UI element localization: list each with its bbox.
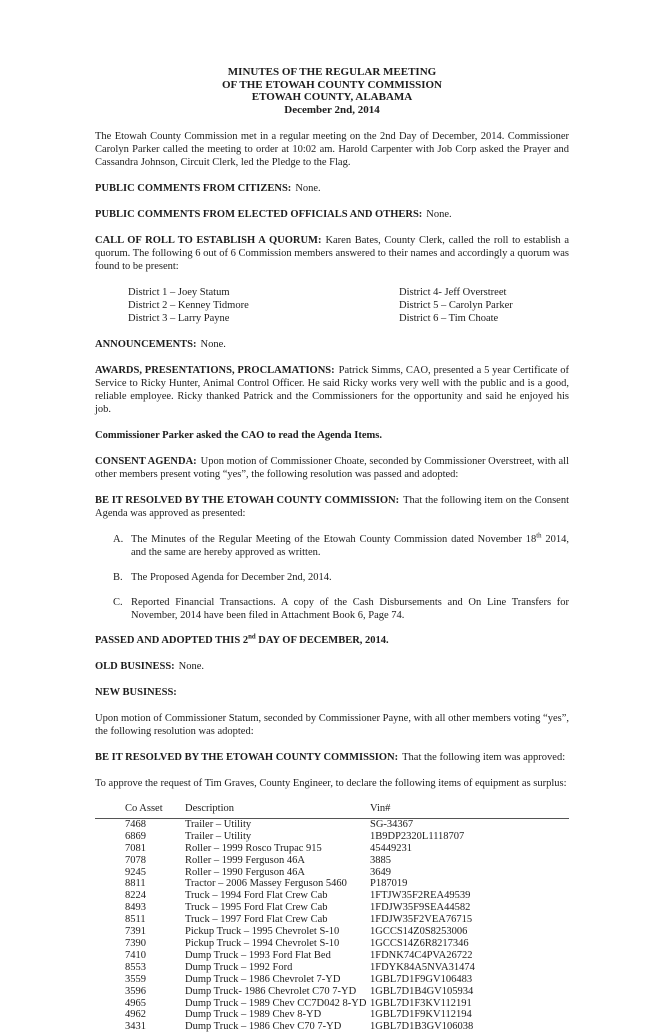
new-business <box>95 686 569 699</box>
vin-cell: 1GCCS14Z6R8217346 <box>370 937 469 949</box>
description-cell: Dump Truck – 1989 Chev 8-YD <box>185 1009 322 1021</box>
header-co-asset: Co Asset <box>95 803 185 818</box>
table-row <box>95 974 569 986</box>
vin-cell: P187019 <box>370 878 408 890</box>
vin-cell: 1FDJW35F2VEA76715 <box>370 914 473 926</box>
district-entry: District 6 – Tim Choate <box>399 313 499 324</box>
vin-cell: 1B9DP2320L1118707 <box>370 830 465 842</box>
district-entry: District 1 – Joey Statum <box>128 287 230 298</box>
vin-cell: 45449231 <box>370 842 412 854</box>
asset-cell: 7078 <box>125 854 146 866</box>
description-cell: Roller – 1999 Ferguson 46A <box>185 854 305 866</box>
table-row <box>95 867 569 879</box>
header-row <box>95 803 569 818</box>
description-cell: Roller – 1999 Rosco Trupac 915 <box>185 842 322 854</box>
section-label: PUBLIC COMMENTS FROM CITIZENS: <box>95 183 292 194</box>
intro-text: The Etowah County Commission met in a regular meeting on the 2nd Day of December, 2014. Commissioner Carolyn Parker called the meeting to order at 10:02 am. Harold Carpenter with Job Corp asked the Prayer and Cassandra Johnson, Circuit Clerk, led the Pledge to the Flag. <box>95 131 569 168</box>
motion-text: Upon motion of Commissioner Statum, seconded by Commissioner Payne, with all other members voting “yes”, the following resolution was adopted: <box>95 713 569 737</box>
section-text: None. <box>426 209 452 220</box>
description-cell: Dump Truck – 1986 Chevrolet 7-YD <box>185 973 341 985</box>
district-entry: District 5 – Carolyn Parker <box>399 300 513 311</box>
vin-cell: SG-34367 <box>370 818 414 830</box>
asset-cell: 7391 <box>125 926 146 938</box>
district-entry: District 3 – Larry Payne <box>128 313 230 324</box>
vin-cell: 1GBL7D1F9GV106483 <box>370 973 473 985</box>
consent-agenda <box>95 455 569 481</box>
header-description: Description <box>185 803 370 818</box>
item-text: The Proposed Agenda for December 2nd, 2014. <box>131 572 332 583</box>
surplus-equipment-table <box>95 803 569 1033</box>
announcements <box>95 338 569 351</box>
section-text: Patrick Simms, CAO, presented a 5 year Certificate of Service to Ricky Hunter, Animal Control Officer. He said Ricky works very well with the public and is a good, reliable employee. Ricky thanked Patrick and the Commissioners for the opportunity and said he enjoyed his job. <box>95 365 569 415</box>
asset-cell: 6869 <box>125 830 146 842</box>
table-row <box>95 890 569 902</box>
intro-paragraph <box>95 130 569 169</box>
vin-cell: 3885 <box>370 854 391 866</box>
section-label: BE IT RESOLVED BY THE ETOWAH COUNTY COMMISSION: <box>95 752 399 763</box>
vin-cell: 1GCCS14Z0S8253006 <box>370 926 468 938</box>
title-line-3: ETOWAH COUNTY, ALABAMA <box>251 91 413 103</box>
asset-cell: 3596 <box>125 985 146 997</box>
passed-adopted <box>95 634 569 647</box>
document-content <box>95 66 569 1033</box>
vin-cell: 3649 <box>370 866 391 878</box>
section-text: Karen Bates, County Clerk, called the roll to establish a quorum. The following 6 out of 6 Commission members answered to their names and accordingly a quorum was found to be present: <box>95 235 569 272</box>
asset-cell: 4962 <box>125 1009 146 1021</box>
resolved-consent <box>95 494 569 520</box>
resolved-new-business <box>95 751 569 764</box>
description-cell: Pickup Truck – 1995 Chevrolet S-10 <box>185 926 340 938</box>
asset-cell: 7468 <box>125 818 146 830</box>
document-title <box>95 66 569 116</box>
vin-cell: 1FTJW35F2REA49539 <box>370 890 471 902</box>
table-row <box>95 831 569 843</box>
item-letter: B. <box>113 572 123 583</box>
section-label: BE IT RESOLVED BY THE ETOWAH COUNTY COMMISSION: <box>95 495 400 506</box>
table-row <box>95 902 569 914</box>
public-comments-citizens <box>95 182 569 195</box>
public-comments-officials <box>95 208 569 221</box>
call-of-roll <box>95 234 569 273</box>
asset-cell: 7410 <box>125 949 146 961</box>
vin-cell: 1FDYK84A5NVA31474 <box>370 961 475 973</box>
table-row <box>95 818 569 830</box>
table-row <box>95 926 569 938</box>
description-cell: Truck – 1995 Ford Flat Crew Cab <box>185 902 328 914</box>
vin-cell: 1FDNK74C4PVA26722 <box>370 949 473 961</box>
district-column-right <box>399 286 569 325</box>
table-row <box>95 1021 569 1033</box>
vin-cell: 1GBL7D1B4GV105934 <box>370 985 474 997</box>
vin-cell: 1FDJW35F9SEA44582 <box>370 902 471 914</box>
table-row <box>95 843 569 855</box>
section-text: That the following item on the Consent Agenda was approved as presented: <box>95 495 569 519</box>
header-vin: Vin# <box>370 803 569 818</box>
asset-cell: 9245 <box>125 866 146 878</box>
description-cell: Pickup Truck – 1994 Chevrolet S-10 <box>185 937 340 949</box>
vin-cell: 1GBL7D1F3KV112191 <box>370 997 472 1009</box>
district-roll-list <box>95 286 569 325</box>
consent-item-a <box>95 533 569 559</box>
section-label: AWARDS, PRESENTATIONS, PROCLAMATIONS: <box>95 365 335 376</box>
district-column-left <box>95 286 399 325</box>
description-cell: Tractor – 2006 Massey Ferguson 5460 <box>185 878 347 890</box>
asset-cell: 3559 <box>125 973 146 985</box>
section-text: None. <box>178 661 205 672</box>
district-entry: District 2 – Kenney Tidmore <box>128 300 249 311</box>
parker-instruction <box>95 429 569 442</box>
asset-cell: 4965 <box>125 997 146 1009</box>
table-row <box>95 962 569 974</box>
description-cell: Dump Truck – 1992 Ford <box>185 961 293 973</box>
section-label: CALL OF ROLL TO ESTABLISH A QUORUM: <box>95 235 322 246</box>
description-cell: Truck – 1994 Ford Flat Crew Cab <box>185 890 328 902</box>
asset-cell: 7081 <box>125 842 146 854</box>
district-entry: District 4- Jeff Overstreet <box>399 287 507 298</box>
asset-cell: 8811 <box>125 878 146 890</box>
item-text-part1: The Minutes of the Regular Meeting of the Etowah County Commission dated November 18 <box>131 534 537 545</box>
description-cell: Trailer – Utility <box>185 818 252 830</box>
asset-cell: 8553 <box>125 961 146 973</box>
section-text: Upon motion of Commissioner Choate, seconded by Commissioner Overstreet, with all other members present voting “yes”, the following resolution was passed and adopted: <box>95 456 569 480</box>
description-cell: Dump Truck – 1993 Ford Flat Bed <box>185 949 331 961</box>
section-text: That the following item was approved: <box>402 752 566 763</box>
title-line-4: December 2nd, 2014 <box>284 103 380 116</box>
description-cell: Truck – 1997 Ford Flat Crew Cab <box>185 914 328 926</box>
table-row <box>95 878 569 890</box>
ordinal-superscript: nd <box>248 633 256 641</box>
motion-statum <box>95 712 569 738</box>
section-label: ANNOUNCEMENTS: <box>95 339 197 350</box>
vin-cell: 1GBL7D1B3GV106038 <box>370 1021 474 1033</box>
title-line-1: MINUTES OF THE REGULAR MEETING <box>227 66 437 78</box>
consent-item-c <box>95 596 569 622</box>
asset-cell: 8224 <box>125 890 146 902</box>
passed-part2: DAY OF DECEMBER, 2014. <box>255 635 389 646</box>
section-text: None. <box>295 183 321 194</box>
section-text: None. <box>200 339 226 350</box>
table-row <box>95 855 569 867</box>
item-text <box>131 533 569 559</box>
table-row <box>95 938 569 950</box>
vin-cell: 1GBL7D1F9KV112194 <box>370 1009 472 1021</box>
old-business <box>95 660 569 673</box>
item-text-part2: 2014, and the same are hereby approved as written. <box>131 534 570 558</box>
asset-cell: 3431 <box>125 1021 146 1033</box>
title-line-2: OF THE ETOWAH COUNTY COMMISSION <box>221 78 443 91</box>
section-label: OLD BUSINESS: <box>95 661 175 672</box>
table-row <box>95 1009 569 1021</box>
passed-part1: PASSED AND ADOPTED THIS 2 <box>95 635 249 646</box>
surplus-table-header <box>95 803 569 818</box>
asset-cell: 7390 <box>125 937 146 949</box>
description-cell: Dump Truck- 1986 Chevrolet C70 7-YD <box>185 985 357 997</box>
section-label: NEW BUSINESS: <box>95 687 177 698</box>
section-label: CONSENT AGENDA: <box>95 456 197 467</box>
description-cell: Dump Truck – 1986 Chev C70 7-YD <box>185 1021 342 1033</box>
asset-cell: 8493 <box>125 902 146 914</box>
surplus-intro-text: To approve the request of Tim Graves, County Engineer, to declare the following items of equipment as surplus: <box>95 778 567 789</box>
awards-presentations <box>95 364 569 416</box>
table-row <box>95 986 569 998</box>
description-cell: Dump Truck – 1989 Chev CC7D042 8-YD <box>185 997 367 1009</box>
asset-cell: 8511 <box>125 914 146 926</box>
consent-item-b <box>95 571 569 584</box>
ordinal-superscript: th <box>536 532 542 540</box>
instruction-text: Commissioner Parker asked the CAO to read the Agenda Items. <box>95 430 382 441</box>
section-label: PUBLIC COMMENTS FROM ELECTED OFFICIALS AND OTHERS: <box>95 209 423 220</box>
item-text: Reported Financial Transactions. A copy of the Cash Disbursements and On Line Transfers for November, 2014 have been filed in Attachment Book 6, Page 74. <box>131 597 569 621</box>
table-row <box>95 914 569 926</box>
description-cell: Trailer – Utility <box>185 830 252 842</box>
item-letter: C. <box>113 597 123 608</box>
surplus-table-body <box>95 818 569 1033</box>
table-row <box>95 998 569 1010</box>
surplus-intro <box>95 777 569 790</box>
table-row <box>95 950 569 962</box>
item-letter: A. <box>113 534 124 545</box>
description-cell: Roller – 1990 Ferguson 46A <box>185 866 305 878</box>
